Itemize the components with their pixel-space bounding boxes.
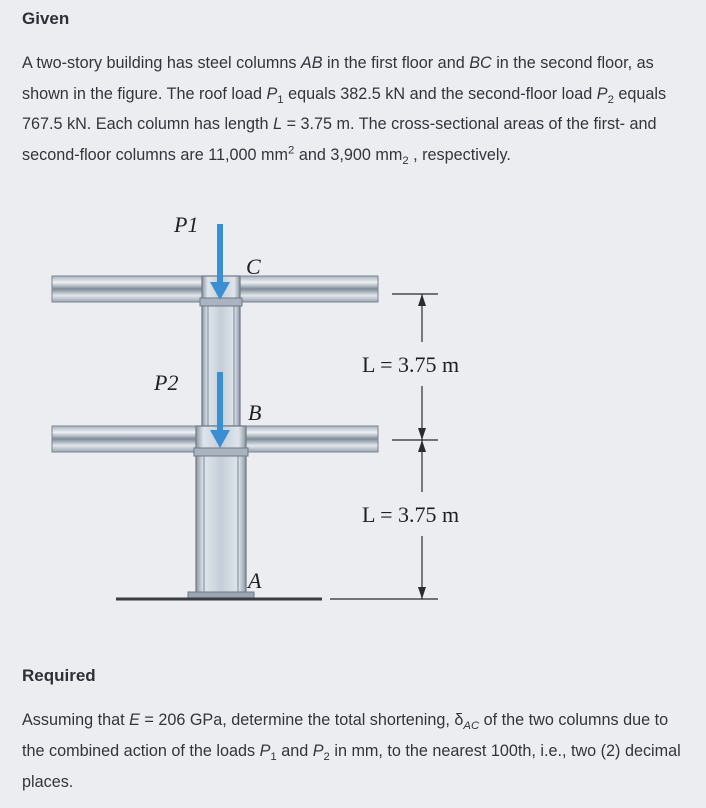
required-heading: Required — [22, 666, 96, 685]
building-figure — [40, 210, 560, 610]
label-p2: P2 — [154, 370, 179, 395]
dimension-upper-label: L = 3.75 m — [362, 352, 460, 377]
label-b: B — [248, 400, 262, 425]
label-p1: P1 — [174, 212, 199, 237]
dimension-lower-label: L = 3.75 m — [362, 502, 460, 527]
given-heading: Given — [22, 9, 70, 28]
label-a: A — [248, 568, 262, 593]
given-paragraph: A two-story building has steel columns AB in the first floor and BC in the second floor, as shown in the figure. The roof load $P_1$ equals 382.5 kN and the second-floor load $P_2$ equals 767.5 kN. Each column has length L = 3.75 m. The cross-sectional areas of the first- and second-floor columns are 11,000 $mm^2$ and 3,900 $mm_2$ , respectively. — [22, 54, 667, 167]
label-c: C — [246, 254, 261, 279]
required-paragraph: Assuming that E = 206 GPa, determine the total shortening, $\delta_{AC}$ of the two columns due to the combined action of the loads $P_1$ and $P_2$ in mm, to the nearest 100th, i.e., two (2) decimal places. — [22, 711, 681, 791]
